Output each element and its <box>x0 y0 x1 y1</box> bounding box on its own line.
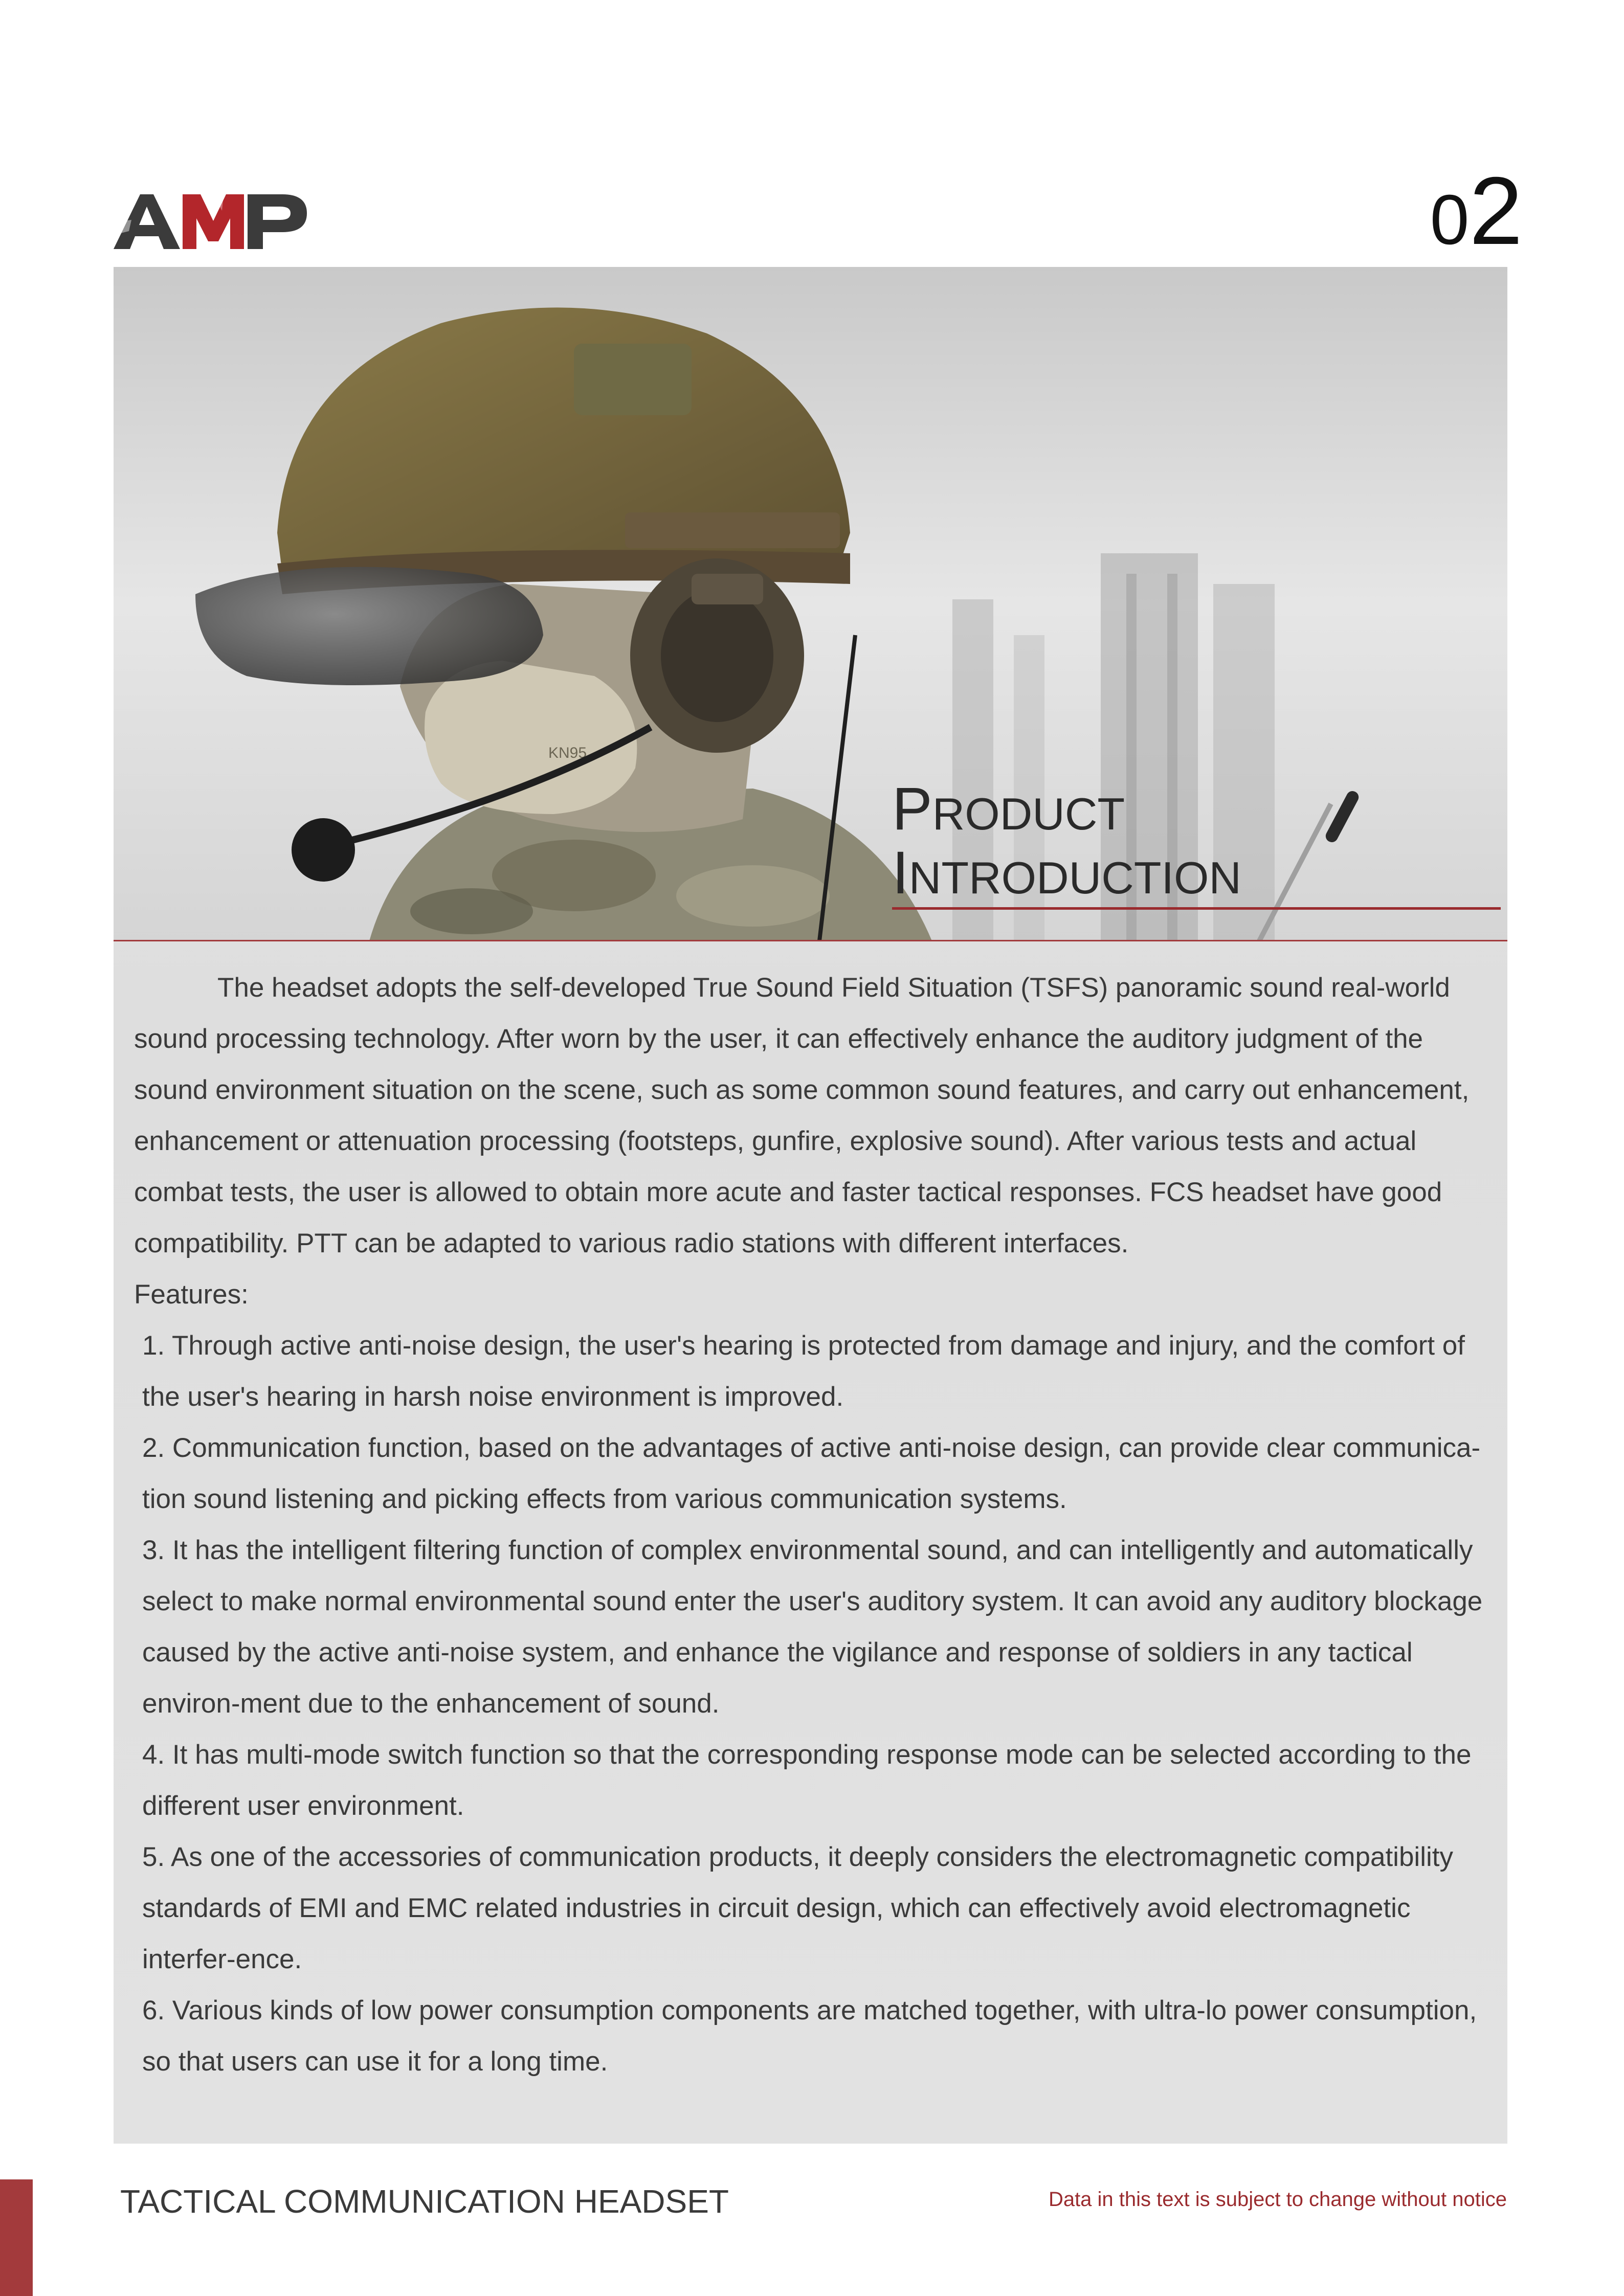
product-description <box>134 962 1495 2087</box>
feature-item: 6. Various kinds of low power consumption components are matched together, with ultra-lo power consumption, so that users can use it for a long time. <box>142 1995 1477 2077</box>
brand-logo <box>114 190 308 252</box>
section-heading <box>892 777 1501 910</box>
feature-item: 4. It has multi-mode switch function so that the corresponding response mode can be selected according to the different user environment. <box>142 1740 1472 1821</box>
section-divider <box>114 940 1507 941</box>
heading-line-introduction: INTRODUCTION <box>892 839 1241 907</box>
feature-item: 5. As one of the accessories of communication products, it deeply considers the electromagnetic compatibility standards of EMI and EMC related industries in circuit design, which can effectively avoid electromagnetic interfer-ence. <box>142 1842 1453 1974</box>
features-label: Features: <box>134 1279 249 1310</box>
amp-logo-icon <box>114 190 308 252</box>
page-number <box>1430 157 1523 264</box>
intro-paragraph: The headset adopts the self-developed True Sound Field Situation (TSFS) panoramic sound real-world sound processing technology. After worn by the user, it can effectively enhance the auditory judgment of the sound environment situation on the scene, such as some common sound features, and carry out enhancement, enhancement or attenuation processing (footsteps, gunfire, explosive sound). After various tests and actual combat tests, the user is allowed to obtain more acute and faster tactical responses. FCS headset have good compatibility. PTT can be adapted to various radio stations with different interfaces. <box>134 973 1470 1258</box>
footer-accent-bar <box>0 2179 33 2296</box>
page-number-prefix: 0 <box>1430 181 1470 259</box>
feature-item: 1. Through active anti-noise design, the user's hearing is protected from damage and injury, and the comfort of the user's hearing in harsh noise environment is improved. <box>142 1331 1465 1412</box>
heading-line-product: PRODUCT <box>892 775 1125 843</box>
page-number-main: 2 <box>1469 157 1523 264</box>
footer-title: TACTICAL COMMUNICATION HEADSET <box>120 2183 729 2220</box>
feature-item: 3. It has the intelligent filtering function of complex environmental sound, and can intelligently and automatically select to make normal environmental sound enter the user's auditory system. It can avoid any auditory blockage caused by the active anti-noise system, and enhance the vigilance and response of soldiers in any tactical environ-ment due to the enhancement of sound. <box>142 1535 1483 1719</box>
content-panel <box>114 267 1507 2144</box>
svg-text:KN95: KN95 <box>548 745 587 761</box>
feature-item: 2. Communication function, based on the advantages of active anti-noise design, can provide clear communica-tion sound listening and picking effects from various communication systems. <box>142 1433 1481 1514</box>
footer-disclaimer: Data in this text is subject to change without notice <box>1048 2188 1507 2211</box>
